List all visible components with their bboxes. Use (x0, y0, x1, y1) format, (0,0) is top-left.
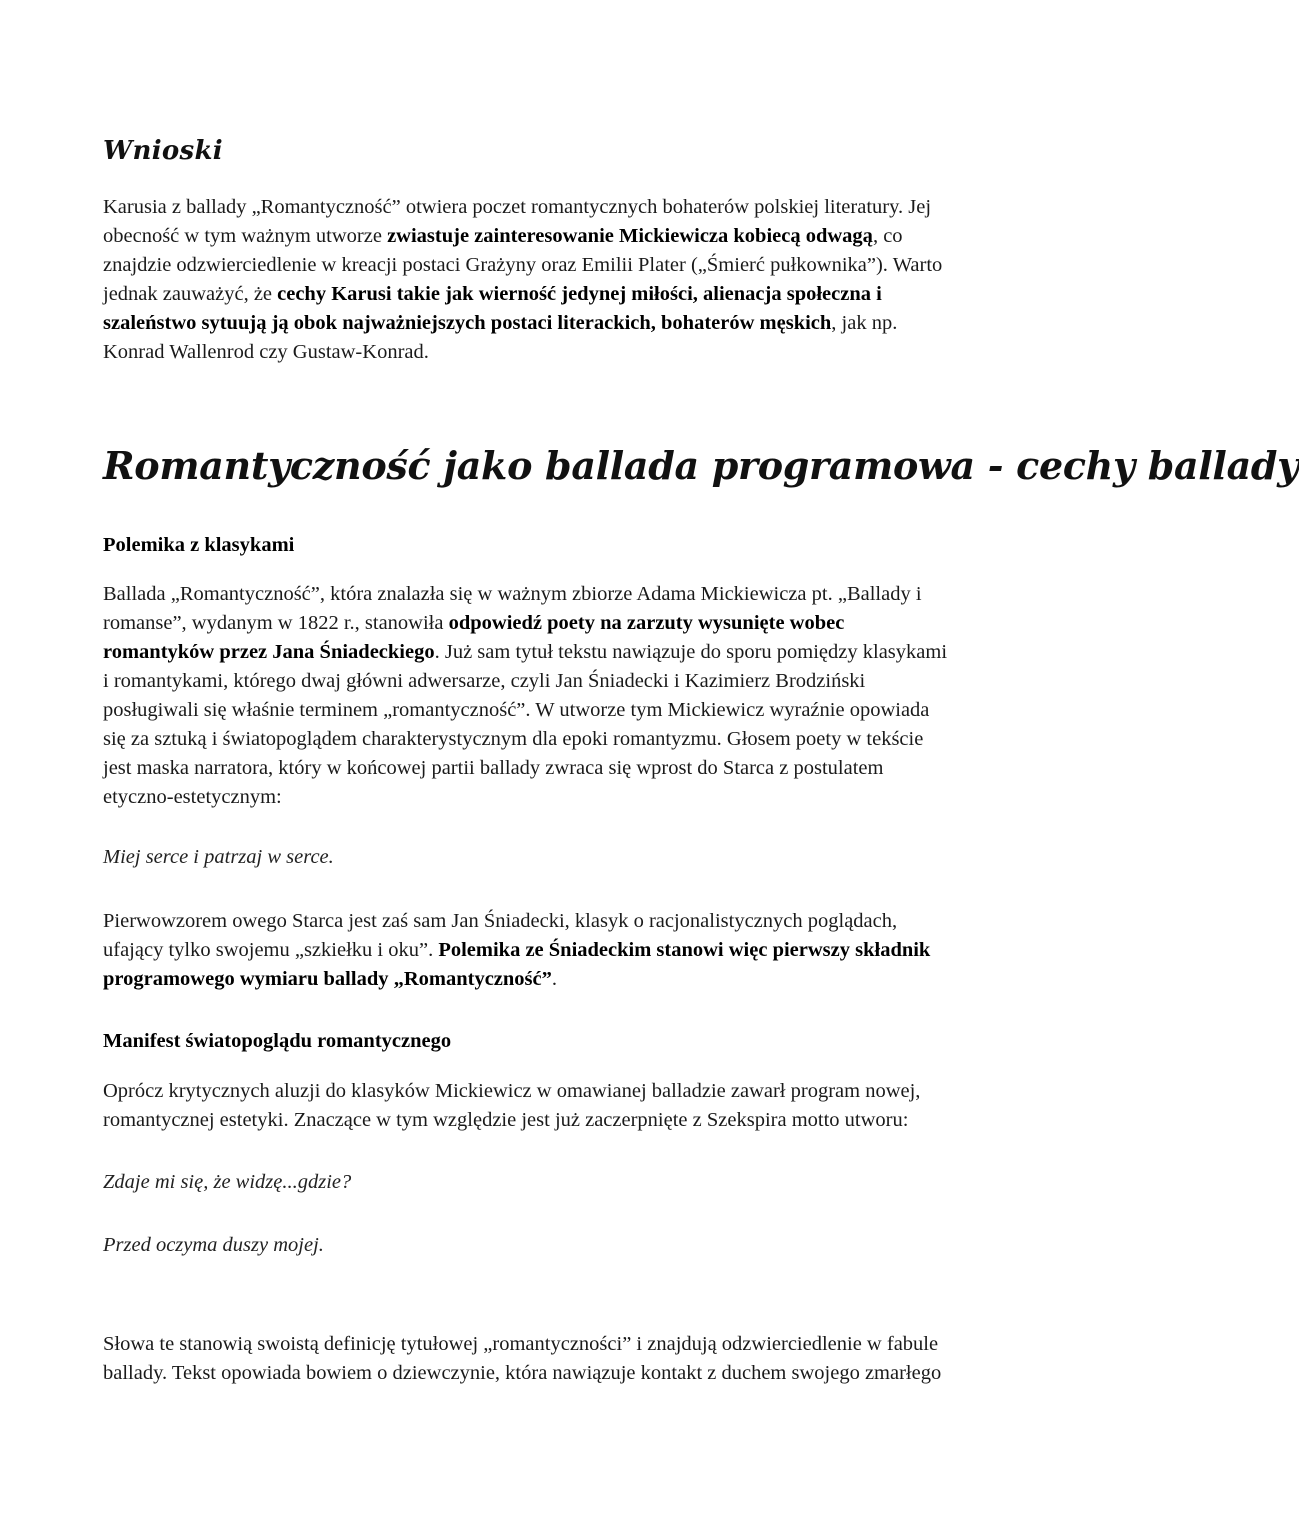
text-line (103, 309, 1003, 338)
text-line (103, 696, 1003, 725)
quote-heart: Miej serce i patrzaj w serce. (103, 846, 334, 868)
quote-motto-line1: Zdaje mi się, że widzę...gdzie? (103, 1171, 352, 1193)
text-run: . (551, 968, 558, 990)
text-run: się za sztuką i światopoglądem charakterystycznym dla epoki romantyzmu. Głosem poety w tekście (103, 728, 924, 750)
text-line (103, 609, 1003, 638)
text-run: . Już sam tytuł tekstu nawiązuje do sporu pomiędzy klasykami (434, 641, 948, 663)
text-line (103, 667, 1003, 696)
paragraph-conclusions (103, 193, 1003, 367)
quote-motto-line2: Przed oczyma duszy mojej. (103, 1234, 324, 1256)
text-run: Oprócz krytycznych aluzji do klasyków Mickiewicz w omawianej balladzie zawarł program nowej, (103, 1080, 921, 1102)
text-run: posługiwali się właśnie terminem „romantyczność”. W utworze tym Mickiewicz wyraźnie opowiada (103, 699, 930, 721)
text-line (103, 907, 1003, 936)
text-line (103, 1330, 1003, 1359)
paragraph-sniadecki (103, 907, 1003, 994)
paragraph-manifest (103, 1077, 1003, 1135)
text-line (103, 193, 1003, 222)
text-run: romantycznej estetyki. Znaczące w tym względzie jest już zaczerpnięte z Szekspira motto utworu: (103, 1109, 909, 1131)
text-run: romanse”, wydanym w 1822 r., stanowiła (103, 612, 449, 634)
text-line (103, 222, 1003, 251)
bold-text-run: Polemika ze Śniadeckim stanowi więc pierwszy składnik (438, 939, 931, 961)
text-line (103, 280, 1003, 309)
text-run: etyczno-estetycznym: (103, 786, 282, 808)
text-run: Słowa te stanowią swoistą definicję tytułowej „romantyczności” i znajdują odzwierciedlenie w fabule (103, 1333, 939, 1355)
text-run: znajdzie odzwierciedlenie w kreacji postaci Grażyny oraz Emilii Plater („Śmierć pułkownika”). Warto (103, 254, 943, 276)
text-line (103, 1359, 1003, 1388)
paragraph-definition (103, 1330, 1003, 1388)
text-run: obecność w tym ważnym utworze (103, 225, 388, 247)
text-line (103, 936, 1003, 965)
paragraph-polemic (103, 580, 1003, 812)
text-run: , jak np. (831, 312, 898, 334)
text-run: Konrad Wallenrod czy Gustaw-Konrad. (103, 341, 429, 363)
text-line (103, 754, 1003, 783)
text-line (103, 1077, 1003, 1106)
section-heading-conclusions: Wnioski (103, 136, 223, 166)
subheading-manifest: Manifest światopoglądu romantycznego (103, 1030, 452, 1052)
text-run: Ballada „Romantyczność”, która znalazła się w ważnym zbiorze Adama Mickiewicza pt. „Ballady i (103, 583, 922, 605)
text-line (103, 1106, 1003, 1135)
bold-text-run: zwiastuje zainteresowanie Mickiewicza kobiecą odwagą (387, 225, 873, 247)
text-line (103, 965, 1003, 994)
bold-text-run: odpowiedź poety na zarzuty wysunięte wobec (448, 612, 845, 634)
text-run: ufający tylko swojemu „szkiełku i oku”. (103, 939, 439, 961)
text-run: jest maska narratora, który w końcowej partii ballady zwraca się wprost do Starca z postulatem (103, 757, 884, 779)
text-line (103, 338, 1003, 367)
text-run: Pierwowzorem owego Starca jest zaś sam Jan Śniadecki, klasyk o racjonalistycznych poglądach, (103, 910, 898, 932)
text-line (103, 725, 1003, 754)
text-run: , co (872, 225, 903, 247)
text-run: jednak zauważyć, że (103, 283, 278, 305)
section-heading-programmatic-ballad: Romantyczność jako ballada programowa - cechy ballady (103, 443, 1299, 488)
bold-text-run: programowego wymiaru ballady „Romantyczność” (103, 968, 552, 990)
text-run: Karusia z ballady „Romantyczność” otwiera poczet romantycznych bohaterów polskiej literatury. Jej (103, 196, 932, 218)
bold-text-run: romantyków przez Jana Śniadeckiego (103, 641, 435, 663)
text-run: ballady. Tekst opowiada bowiem o dziewczynie, która nawiązuje kontakt z duchem swojego zmarłego (103, 1362, 942, 1384)
text-line (103, 251, 1003, 280)
text-line (103, 783, 1003, 812)
text-line (103, 580, 1003, 609)
bold-text-run: cechy Karusi takie jak wierność jedynej miłości, alienacja społeczna i (277, 283, 882, 305)
bold-text-run: szaleństwo sytuują ją obok najważniejszych postaci literackich, bohaterów męskich (103, 312, 832, 334)
subheading-polemic: Polemika z klasykami (103, 534, 295, 556)
text-line (103, 638, 1003, 667)
text-run: i romantykami, którego dwaj główni adwersarze, czyli Jan Śniadecki i Kazimierz Brodziński (103, 670, 866, 692)
